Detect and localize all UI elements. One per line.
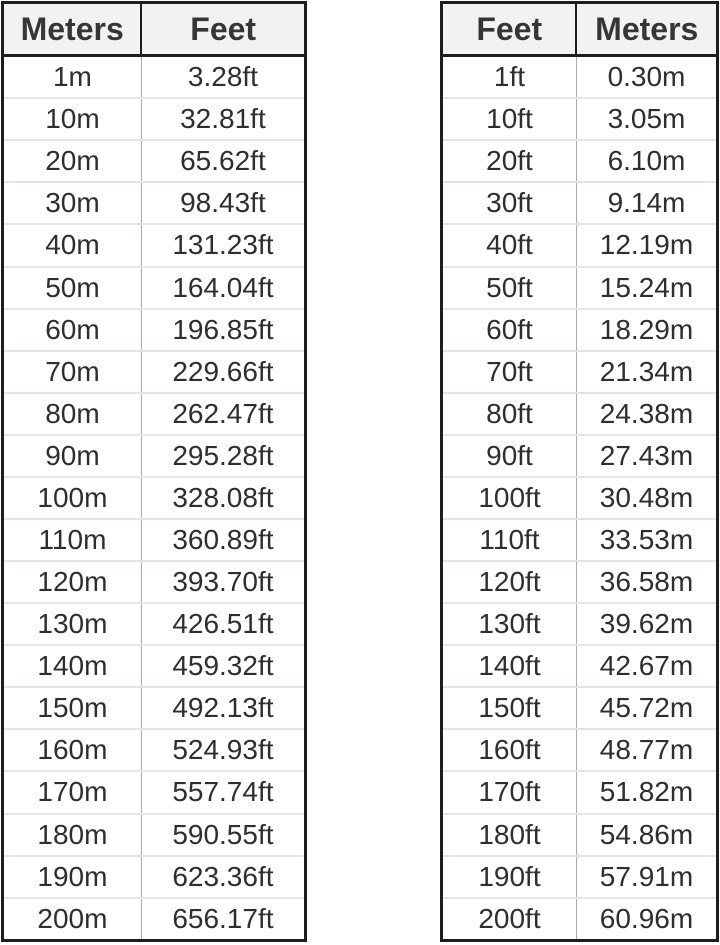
meters-value-cell: 90m [3, 435, 142, 477]
meters-value-cell: 40m [3, 224, 142, 266]
table-row [442, 435, 718, 477]
meters-value-cell: 110m [3, 519, 142, 561]
feet-value-cell: 1ft [442, 56, 577, 99]
feet-value-cell: 360.89ft [141, 519, 305, 561]
table-row [3, 351, 306, 393]
meters-value-cell: 33.53m [576, 519, 717, 561]
feet-value-cell: 170ft [442, 771, 577, 813]
table-row [442, 393, 718, 435]
feet-value-cell: 90ft [442, 435, 577, 477]
meters-value-cell: 30.48m [576, 477, 717, 519]
table-row [442, 856, 718, 898]
feet-value-cell: 140ft [442, 645, 577, 687]
feet-value-cell: 393.70ft [141, 561, 305, 603]
feet-value-cell: 590.55ft [141, 814, 305, 856]
meters-value-cell: 140m [3, 645, 142, 687]
meters-value-cell: 20m [3, 140, 142, 182]
feet-value-cell: 328.08ft [141, 477, 305, 519]
feet-value-cell: 32.81ft [141, 98, 305, 140]
feet-value-cell: 20ft [442, 140, 577, 182]
table-row [442, 898, 718, 941]
meters-value-cell: 1m [3, 56, 142, 99]
meters-value-cell: 130m [3, 603, 142, 645]
column-header-meters: Meters [576, 3, 717, 56]
table-row [3, 267, 306, 309]
table-row [3, 435, 306, 477]
feet-value-cell: 40ft [442, 224, 577, 266]
table-row [442, 729, 718, 771]
meters-value-cell: 36.58m [576, 561, 717, 603]
feet-value-cell: 70ft [442, 351, 577, 393]
table-row [442, 309, 718, 351]
table-row [442, 351, 718, 393]
column-header-feet: Feet [442, 3, 577, 56]
table-row [3, 814, 306, 856]
meters-value-cell: 42.67m [576, 645, 717, 687]
feet-value-cell: 150ft [442, 687, 577, 729]
table-row [3, 645, 306, 687]
feet-value-cell: 656.17ft [141, 898, 305, 941]
table-row [3, 519, 306, 561]
table-row [442, 56, 718, 99]
meters-to-feet-table [1, 1, 307, 942]
table-row [3, 98, 306, 140]
table-row [442, 267, 718, 309]
table-row [442, 140, 718, 182]
meters-value-cell: 21.34m [576, 351, 717, 393]
table-row [3, 140, 306, 182]
feet-value-cell: 120ft [442, 561, 577, 603]
meters-value-cell: 150m [3, 687, 142, 729]
feet-to-meters-table [440, 1, 719, 942]
meters-value-cell: 3.05m [576, 98, 717, 140]
table-row [3, 898, 306, 941]
column-header-feet: Feet [141, 3, 305, 56]
meters-value-cell: 100m [3, 477, 142, 519]
meters-value-cell: 180m [3, 814, 142, 856]
column-header-meters: Meters [3, 3, 142, 56]
meters-value-cell: 120m [3, 561, 142, 603]
meters-value-cell: 60.96m [576, 898, 717, 941]
header-row [3, 3, 306, 56]
meters-value-cell: 15.24m [576, 267, 717, 309]
meters-value-cell: 6.10m [576, 140, 717, 182]
feet-value-cell: 10ft [442, 98, 577, 140]
meters-value-cell: 45.72m [576, 687, 717, 729]
table-row [442, 814, 718, 856]
table-row [442, 519, 718, 561]
feet-value-cell: 100ft [442, 477, 577, 519]
feet-value-cell: 3.28ft [141, 56, 305, 99]
meters-value-cell: 200m [3, 898, 142, 941]
table-row [3, 477, 306, 519]
feet-value-cell: 623.36ft [141, 856, 305, 898]
table-row [442, 561, 718, 603]
feet-value-cell: 459.32ft [141, 645, 305, 687]
meters-value-cell: 51.82m [576, 771, 717, 813]
meters-value-cell: 54.86m [576, 814, 717, 856]
meters-value-cell: 24.38m [576, 393, 717, 435]
table-row [3, 561, 306, 603]
meters-value-cell: 57.91m [576, 856, 717, 898]
table-row [3, 56, 306, 99]
feet-value-cell: 80ft [442, 393, 577, 435]
feet-value-cell: 426.51ft [141, 603, 305, 645]
meters-value-cell: 30m [3, 182, 142, 224]
table-row [3, 771, 306, 813]
table-row [442, 771, 718, 813]
feet-value-cell: 30ft [442, 182, 577, 224]
table-row [442, 603, 718, 645]
table-row [3, 856, 306, 898]
feet-value-cell: 229.66ft [141, 351, 305, 393]
table-row [3, 687, 306, 729]
feet-value-cell: 160ft [442, 729, 577, 771]
feet-value-cell: 262.47ft [141, 393, 305, 435]
feet-value-cell: 60ft [442, 309, 577, 351]
meters-value-cell: 18.29m [576, 309, 717, 351]
table-row [3, 309, 306, 351]
table-row [3, 603, 306, 645]
feet-value-cell: 524.93ft [141, 729, 305, 771]
feet-value-cell: 180ft [442, 814, 577, 856]
feet-value-cell: 65.62ft [141, 140, 305, 182]
meters-value-cell: 0.30m [576, 56, 717, 99]
meters-value-cell: 70m [3, 351, 142, 393]
meters-value-cell: 48.77m [576, 729, 717, 771]
feet-value-cell: 492.13ft [141, 687, 305, 729]
meters-value-cell: 160m [3, 729, 142, 771]
feet-value-cell: 131.23ft [141, 224, 305, 266]
table-row [3, 224, 306, 266]
table-row [442, 687, 718, 729]
meters-value-cell: 80m [3, 393, 142, 435]
meters-value-cell: 39.62m [576, 603, 717, 645]
feet-value-cell: 196.85ft [141, 309, 305, 351]
table-row [442, 477, 718, 519]
meters-value-cell: 12.19m [576, 224, 717, 266]
meters-value-cell: 50m [3, 267, 142, 309]
feet-value-cell: 295.28ft [141, 435, 305, 477]
table-row [3, 729, 306, 771]
table-row [3, 393, 306, 435]
table-row [3, 182, 306, 224]
meters-value-cell: 190m [3, 856, 142, 898]
feet-value-cell: 190ft [442, 856, 577, 898]
feet-value-cell: 110ft [442, 519, 577, 561]
feet-value-cell: 50ft [442, 267, 577, 309]
meters-value-cell: 60m [3, 309, 142, 351]
table-row [442, 645, 718, 687]
header-row [442, 3, 718, 56]
meters-value-cell: 170m [3, 771, 142, 813]
feet-value-cell: 164.04ft [141, 267, 305, 309]
table-row [442, 224, 718, 266]
feet-value-cell: 98.43ft [141, 182, 305, 224]
meters-value-cell: 27.43m [576, 435, 717, 477]
feet-value-cell: 130ft [442, 603, 577, 645]
meters-value-cell: 10m [3, 98, 142, 140]
table-row [442, 98, 718, 140]
feet-value-cell: 200ft [442, 898, 577, 941]
table-row [442, 182, 718, 224]
feet-value-cell: 557.74ft [141, 771, 305, 813]
meters-value-cell: 9.14m [576, 182, 717, 224]
